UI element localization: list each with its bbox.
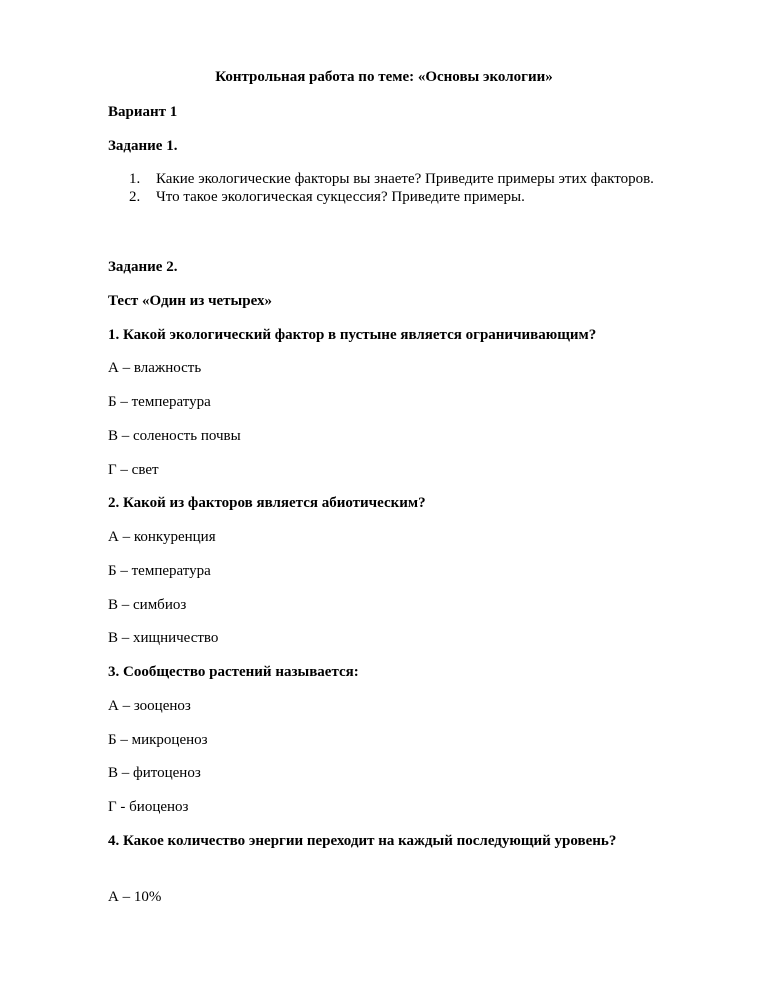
task2-heading: Задание 2. xyxy=(108,259,178,275)
answer-option: А – 10% xyxy=(108,889,162,905)
task1-item xyxy=(129,188,712,206)
answer-option: Б – микроценоз xyxy=(108,732,208,748)
variant-label: Вариант 1 xyxy=(108,104,178,120)
question-text: 2. Какой из факторов является абиотическим? xyxy=(108,495,426,511)
test-title: Тест «Один из четырех» xyxy=(108,293,272,309)
task1-item-number: 1. xyxy=(129,171,141,187)
document-title: Контрольная работа по теме: «Основы экологии» xyxy=(215,69,553,85)
answer-option: В – хищничество xyxy=(108,630,219,646)
answer-option: Г - биоценоз xyxy=(108,799,189,815)
question-text: 4. Какое количество энергии переходит на каждый последующий уровень? xyxy=(108,833,617,849)
task1-item-text: Какие экологические факторы вы знаете? Приведите примеры этих факторов. xyxy=(156,171,654,187)
task1-item xyxy=(129,170,712,188)
task1-item-text: Что такое экологическая сукцессия? Приведите примеры. xyxy=(156,189,525,205)
question-text: 1. Какой экологический фактор в пустыне является ограничивающим? xyxy=(108,327,597,343)
answer-option: А – зооценоз xyxy=(108,698,191,714)
task1-heading: Задание 1. xyxy=(108,138,178,154)
answer-option: Б – температура xyxy=(108,563,211,579)
answer-option: В – соленость почвы xyxy=(108,428,241,444)
task1-list xyxy=(129,170,712,206)
answer-option: В – фитоценоз xyxy=(108,765,201,781)
answer-option: Г – свет xyxy=(108,462,159,478)
answer-option: А – влажность xyxy=(108,360,202,376)
answer-option: Б – температура xyxy=(108,394,211,410)
answer-option: А – конкуренция xyxy=(108,529,216,545)
answer-option: В – симбиоз xyxy=(108,597,187,613)
question-text: 3. Сообщество растений называется: xyxy=(108,664,359,680)
task1-item-number: 2. xyxy=(129,189,141,205)
